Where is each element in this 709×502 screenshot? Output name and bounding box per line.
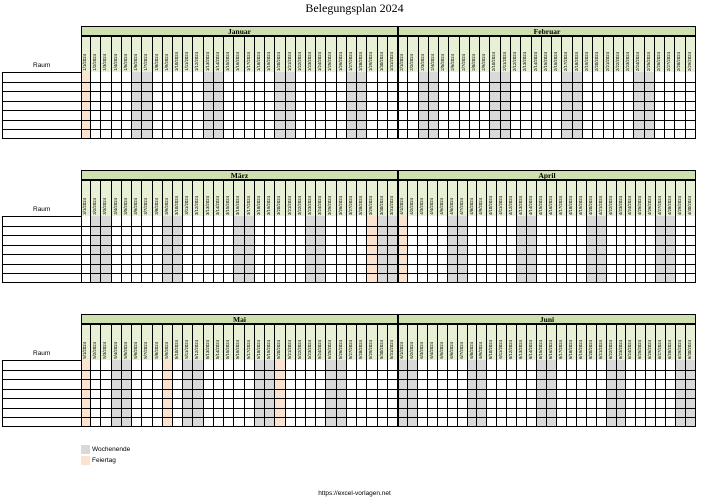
room-label: Raum <box>33 206 51 213</box>
date-cell: 2/13/2024 <box>521 36 531 72</box>
date-cell: 6/15/2024 <box>537 324 547 360</box>
date-cell: 6/5/2024 <box>438 324 448 360</box>
date-cell: 2/4/2024 <box>429 36 439 72</box>
date-cell: 3/18/2024 <box>255 180 265 216</box>
date-cell: 6/20/2024 <box>587 324 597 360</box>
month-header: April <box>398 170 696 180</box>
room-row-line <box>2 82 696 83</box>
legend-holiday-label: Feiertag <box>92 457 116 464</box>
date-cell: 2/2/2024 <box>408 36 418 72</box>
date-cell: 4/1/2024 <box>398 180 408 216</box>
room-row-line <box>2 226 696 227</box>
date-cell: 1/24/2024 <box>316 36 326 72</box>
date-cell: 4/28/2024 <box>666 180 676 216</box>
date-cell: 2/24/2024 <box>634 36 644 72</box>
grid-bottom-line <box>2 426 696 428</box>
date-cell: 2/3/2024 <box>419 36 429 72</box>
date-cell: 4/11/2024 <box>497 180 507 216</box>
date-cell: 5/10/2024 <box>173 324 183 360</box>
date-cell: 3/4/2024 <box>112 180 122 216</box>
date-cell: 2/22/2024 <box>614 36 624 72</box>
date-cell: 6/16/2024 <box>547 324 557 360</box>
date-cell: 5/21/2024 <box>286 324 296 360</box>
date-cell: 3/6/2024 <box>132 180 142 216</box>
date-cell: 4/14/2024 <box>527 180 537 216</box>
date-cell: 1/20/2024 <box>275 36 285 72</box>
date-cell: 5/3/2024 <box>101 324 111 360</box>
room-row-line <box>2 389 696 390</box>
grid-bottom-line <box>2 138 696 140</box>
date-cell: 5/7/2024 <box>142 324 152 360</box>
date-cell: 5/23/2024 <box>306 324 316 360</box>
date-cell: 2/1/2024 <box>398 36 408 72</box>
room-row-line <box>2 120 696 121</box>
date-cell: 6/21/2024 <box>597 324 607 360</box>
date-cell: 4/27/2024 <box>656 180 666 216</box>
date-cell: 1/30/2024 <box>378 36 388 72</box>
date-cell: 6/9/2024 <box>477 324 487 360</box>
date-cell: 4/26/2024 <box>646 180 656 216</box>
month-header: März <box>81 170 398 180</box>
month-block <box>0 314 709 429</box>
room-row-line <box>2 408 696 409</box>
date-cell: 1/3/2024 <box>101 36 111 72</box>
date-cell: 3/16/2024 <box>234 180 244 216</box>
date-cell: 4/29/2024 <box>676 180 686 216</box>
room-row-line <box>2 129 696 130</box>
plan-title: Belegungsplan 2024 <box>305 1 404 15</box>
date-cell: 5/9/2024 <box>163 324 173 360</box>
date-cell: 1/7/2024 <box>142 36 152 72</box>
date-cell: 6/12/2024 <box>507 324 517 360</box>
date-cell: 4/15/2024 <box>537 180 547 216</box>
date-cell: 5/14/2024 <box>214 324 224 360</box>
date-cell: 6/14/2024 <box>527 324 537 360</box>
month-divider <box>397 180 399 283</box>
date-cell: 3/13/2024 <box>204 180 214 216</box>
date-cell: 1/26/2024 <box>337 36 347 72</box>
date-cell: 6/26/2024 <box>646 324 656 360</box>
date-cell: 5/28/2024 <box>357 324 367 360</box>
date-cell: 4/7/2024 <box>458 180 468 216</box>
date-cell: 4/24/2024 <box>626 180 636 216</box>
date-cell: 6/3/2024 <box>418 324 428 360</box>
date-cell: 6/29/2024 <box>676 324 686 360</box>
date-cell: 4/3/2024 <box>418 180 428 216</box>
date-cell: 5/8/2024 <box>153 324 163 360</box>
date-cell: 2/28/2024 <box>675 36 685 72</box>
date-cell: 3/17/2024 <box>245 180 255 216</box>
date-cell: 5/1/2024 <box>81 324 91 360</box>
date-cell: 3/28/2024 <box>357 180 367 216</box>
footer-url[interactable]: https://excel-vorlagen.net <box>318 490 391 497</box>
date-cell: 3/23/2024 <box>306 180 316 216</box>
date-cell: 1/14/2024 <box>214 36 224 72</box>
date-cell: 2/27/2024 <box>665 36 675 72</box>
date-cell: 2/20/2024 <box>593 36 603 72</box>
date-cell: 6/27/2024 <box>656 324 666 360</box>
date-cell: 6/25/2024 <box>636 324 646 360</box>
date-cell: 5/31/2024 <box>388 324 398 360</box>
date-cell: 2/29/2024 <box>686 36 696 72</box>
room-row-line <box>2 264 696 265</box>
date-cell: 2/6/2024 <box>449 36 459 72</box>
date-cell: 3/30/2024 <box>378 180 388 216</box>
date-cell: 5/19/2024 <box>265 324 275 360</box>
date-cell: 3/29/2024 <box>367 180 377 216</box>
date-cell: 6/7/2024 <box>458 324 468 360</box>
room-row-line <box>2 235 696 236</box>
month-header: Mai <box>81 314 398 324</box>
date-cell: 6/28/2024 <box>666 324 676 360</box>
date-cell: 6/4/2024 <box>428 324 438 360</box>
room-row-line <box>2 254 696 255</box>
date-cell: 3/25/2024 <box>326 180 336 216</box>
room-row-line <box>2 417 696 418</box>
date-cell: 6/8/2024 <box>468 324 478 360</box>
room-label: Raum <box>33 62 51 69</box>
room-row-line <box>2 370 696 371</box>
month-block <box>0 170 709 285</box>
date-cell: 4/5/2024 <box>438 180 448 216</box>
date-cell: 4/4/2024 <box>428 180 438 216</box>
date-cell: 3/1/2024 <box>81 180 91 216</box>
date-cell: 2/7/2024 <box>460 36 470 72</box>
date-cell: 1/10/2024 <box>173 36 183 72</box>
date-cell: 4/13/2024 <box>517 180 527 216</box>
date-cell: 5/4/2024 <box>112 324 122 360</box>
date-cell: 4/17/2024 <box>557 180 567 216</box>
room-row-line <box>2 245 696 246</box>
date-cell: 1/4/2024 <box>112 36 122 72</box>
date-cell: 3/22/2024 <box>296 180 306 216</box>
date-cell: 2/23/2024 <box>624 36 634 72</box>
room-label: Raum <box>33 350 51 357</box>
date-cell: 3/8/2024 <box>153 180 163 216</box>
date-cell: 1/19/2024 <box>265 36 275 72</box>
month-header: Februar <box>398 26 696 36</box>
date-cell: 6/30/2024 <box>686 324 696 360</box>
date-cell: 2/19/2024 <box>583 36 593 72</box>
date-cell: 2/21/2024 <box>604 36 614 72</box>
date-cell: 5/25/2024 <box>326 324 336 360</box>
date-cell: 6/23/2024 <box>617 324 627 360</box>
date-cell: 2/17/2024 <box>562 36 572 72</box>
date-cell: 6/22/2024 <box>607 324 617 360</box>
room-row-line <box>2 379 696 380</box>
date-cell: 2/9/2024 <box>480 36 490 72</box>
month-divider <box>397 324 399 427</box>
date-cell: 5/2/2024 <box>91 324 101 360</box>
date-cell: 1/13/2024 <box>204 36 214 72</box>
date-cell: 4/16/2024 <box>547 180 557 216</box>
date-cell: 3/12/2024 <box>193 180 203 216</box>
date-cell: 4/6/2024 <box>448 180 458 216</box>
room-row-line <box>2 398 696 399</box>
date-cell: 1/25/2024 <box>326 36 336 72</box>
date-cell: 2/18/2024 <box>573 36 583 72</box>
grid-frame <box>81 180 696 283</box>
room-row-line <box>2 101 696 102</box>
date-cell: 3/21/2024 <box>286 180 296 216</box>
date-cell: 4/20/2024 <box>587 180 597 216</box>
date-cell: 6/10/2024 <box>487 324 497 360</box>
weekend-swatch <box>81 445 90 454</box>
date-cell: 3/3/2024 <box>101 180 111 216</box>
date-cell: 5/17/2024 <box>245 324 255 360</box>
date-cell: 1/6/2024 <box>132 36 142 72</box>
date-cell: 3/27/2024 <box>347 180 357 216</box>
date-cell: 1/12/2024 <box>193 36 203 72</box>
date-cell: 3/9/2024 <box>163 180 173 216</box>
date-cell: 3/7/2024 <box>142 180 152 216</box>
date-cell: 5/13/2024 <box>204 324 214 360</box>
date-cell: 5/11/2024 <box>183 324 193 360</box>
date-cell: 5/22/2024 <box>296 324 306 360</box>
date-cell: 6/1/2024 <box>398 324 408 360</box>
date-cell: 6/19/2024 <box>577 324 587 360</box>
date-cell: 5/6/2024 <box>132 324 142 360</box>
date-cell: 4/8/2024 <box>468 180 478 216</box>
date-cell: 4/19/2024 <box>577 180 587 216</box>
month-block <box>0 26 709 141</box>
grid-frame <box>81 36 696 139</box>
month-divider <box>397 36 399 139</box>
date-cell: 4/12/2024 <box>507 180 517 216</box>
date-cell: 2/25/2024 <box>645 36 655 72</box>
date-cell: 3/31/2024 <box>388 180 398 216</box>
date-cell: 5/12/2024 <box>193 324 203 360</box>
date-cell: 1/15/2024 <box>224 36 234 72</box>
date-cell: 1/5/2024 <box>122 36 132 72</box>
date-cell: 6/11/2024 <box>497 324 507 360</box>
date-cell: 2/5/2024 <box>439 36 449 72</box>
room-row-line <box>2 110 696 111</box>
legend-weekend-label: Wochenende <box>92 446 131 453</box>
date-cell: 2/8/2024 <box>470 36 480 72</box>
date-cell: 5/29/2024 <box>367 324 377 360</box>
date-cell: 1/18/2024 <box>255 36 265 72</box>
date-cell: 1/28/2024 <box>357 36 367 72</box>
date-cell: 6/2/2024 <box>408 324 418 360</box>
date-cell: 4/22/2024 <box>607 180 617 216</box>
room-row-line <box>2 273 696 274</box>
date-cell: 6/6/2024 <box>448 324 458 360</box>
date-cell: 1/11/2024 <box>183 36 193 72</box>
date-cell: 2/11/2024 <box>501 36 511 72</box>
date-cell: 4/21/2024 <box>597 180 607 216</box>
date-cell: 3/15/2024 <box>224 180 234 216</box>
date-cell: 2/15/2024 <box>542 36 552 72</box>
date-cell: 6/18/2024 <box>567 324 577 360</box>
date-cell: 1/23/2024 <box>306 36 316 72</box>
date-cell: 5/20/2024 <box>275 324 285 360</box>
grid-frame <box>81 324 696 427</box>
date-cell: 1/21/2024 <box>286 36 296 72</box>
month-header: Juni <box>398 314 696 324</box>
date-cell: 5/30/2024 <box>378 324 388 360</box>
date-cell: 3/14/2024 <box>214 180 224 216</box>
date-cell: 4/30/2024 <box>686 180 696 216</box>
date-cell: 1/27/2024 <box>347 36 357 72</box>
date-cell: 1/2/2024 <box>91 36 101 72</box>
date-cell: 4/18/2024 <box>567 180 577 216</box>
date-cell: 3/19/2024 <box>265 180 275 216</box>
month-header: Januar <box>81 26 398 36</box>
date-cell: 5/26/2024 <box>337 324 347 360</box>
date-cell: 2/26/2024 <box>655 36 665 72</box>
date-cell: 5/18/2024 <box>255 324 265 360</box>
date-cell: 1/17/2024 <box>245 36 255 72</box>
date-cell: 4/23/2024 <box>617 180 627 216</box>
date-cell: 6/17/2024 <box>557 324 567 360</box>
date-cell: 3/20/2024 <box>275 180 285 216</box>
date-cell: 3/24/2024 <box>316 180 326 216</box>
date-cell: 3/5/2024 <box>122 180 132 216</box>
date-cell: 1/9/2024 <box>163 36 173 72</box>
date-cell: 5/15/2024 <box>224 324 234 360</box>
date-cell: 3/11/2024 <box>183 180 193 216</box>
date-cell: 4/25/2024 <box>636 180 646 216</box>
date-cell: 6/24/2024 <box>626 324 636 360</box>
date-cell: 5/16/2024 <box>234 324 244 360</box>
date-cell: 5/5/2024 <box>122 324 132 360</box>
date-cell: 2/14/2024 <box>532 36 542 72</box>
grid-bottom-line <box>2 282 696 284</box>
date-cell: 1/31/2024 <box>388 36 398 72</box>
date-cell: 3/2/2024 <box>91 180 101 216</box>
date-cell: 2/16/2024 <box>552 36 562 72</box>
holiday-swatch <box>81 456 90 465</box>
date-cell: 1/22/2024 <box>296 36 306 72</box>
date-cell: 4/2/2024 <box>408 180 418 216</box>
room-row-line <box>2 91 696 92</box>
date-cell: 2/10/2024 <box>490 36 500 72</box>
date-cell: 4/10/2024 <box>487 180 497 216</box>
date-cell: 5/24/2024 <box>316 324 326 360</box>
date-cell: 3/26/2024 <box>337 180 347 216</box>
date-cell: 1/16/2024 <box>234 36 244 72</box>
date-cell: 6/13/2024 <box>517 324 527 360</box>
date-cell: 3/10/2024 <box>173 180 183 216</box>
date-cell: 1/1/2024 <box>81 36 91 72</box>
date-cell: 2/12/2024 <box>511 36 521 72</box>
date-cell: 5/27/2024 <box>347 324 357 360</box>
date-cell: 1/29/2024 <box>367 36 377 72</box>
date-cell: 1/8/2024 <box>153 36 163 72</box>
date-cell: 4/9/2024 <box>477 180 487 216</box>
